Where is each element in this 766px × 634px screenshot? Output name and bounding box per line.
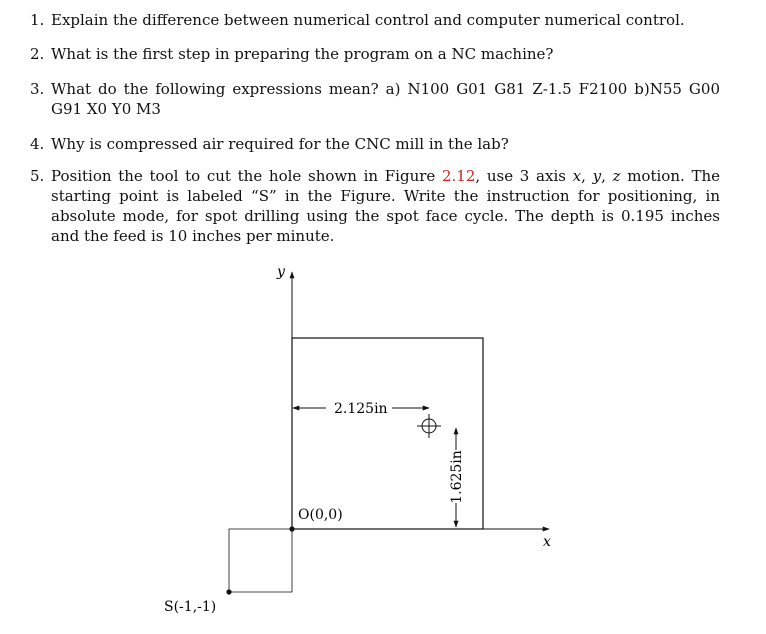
separator: , [581, 167, 593, 185]
separator: , [601, 167, 613, 185]
question-number: 4. [30, 135, 45, 153]
question-number: 1. [30, 11, 45, 29]
dimension-label-horizontal: 2.125in [334, 401, 388, 417]
question-text: What is the first step in preparing the program on a NC machine? [51, 45, 554, 63]
start-label: S(-1,-1) [164, 599, 217, 615]
question-text-part: motion. The starting point is labeled “S” in the Figure. Write the instruction for positioning, in absolute mode, for spot drilling using the spot face cycle. The depth is 0.195 inches and the feed is 10 inches per minute. [51, 167, 720, 245]
question-number: 5. [30, 167, 45, 185]
start-path [229, 529, 292, 592]
question-text-part: , use 3 axis [475, 167, 573, 185]
question-text: Why is compressed air required for the CNC mill in the lab? [51, 135, 509, 153]
question-number: 2. [30, 45, 45, 63]
question-number: 3. [30, 80, 45, 98]
start-point [226, 589, 231, 594]
math-z: z [612, 167, 621, 185]
math-y: y [592, 167, 602, 185]
question-text: Explain the difference between numerical control and computer numerical control. [51, 11, 685, 29]
dimension-label-vertical: 1.625in [449, 450, 465, 504]
question-text: What do the following expressions mean? a) N100 G01 G81 Z-1.5 F2100 b)N55 G00 G91 X0 Y0 M3 [51, 80, 720, 118]
x-axis-label: x [543, 534, 551, 550]
math-x: x [572, 167, 582, 185]
question-text-part: Position the tool to cut the hole shown in Figure [51, 167, 442, 185]
y-axis-label: y [277, 264, 285, 280]
origin-label: O(0,0) [298, 507, 343, 523]
figure-reference-link[interactable]: 2.12 [441, 167, 476, 185]
